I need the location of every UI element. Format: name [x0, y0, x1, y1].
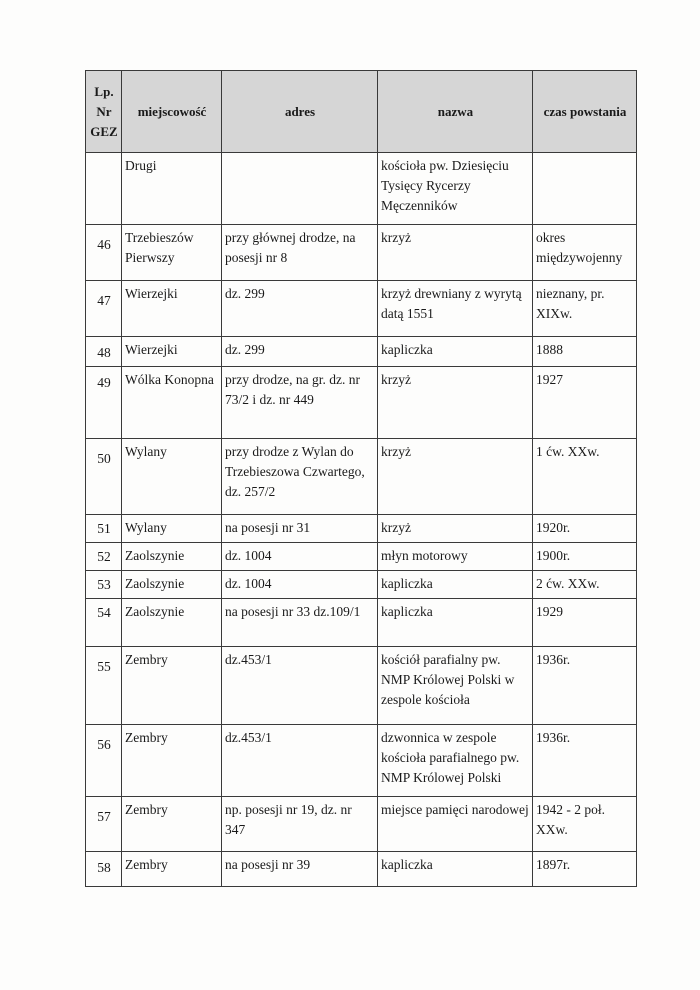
- cell-adres: przy drodze z Wylan do Trzebieszowa Czwartego, dz. 257/2: [222, 439, 378, 515]
- cell-nazwa: kapliczka: [378, 337, 533, 367]
- cell-adres: na posesji nr 31: [222, 515, 378, 543]
- cell-miejscowosc: Zembry: [122, 797, 222, 852]
- cell-adres: na posesji nr 39: [222, 852, 378, 887]
- cell-miejscowosc: Zembry: [122, 725, 222, 797]
- cell-lp: 57: [86, 797, 122, 852]
- cell-adres: dz. 299: [222, 281, 378, 337]
- cell-lp: 56: [86, 725, 122, 797]
- cell-miejscowosc: Zaolszynie: [122, 571, 222, 599]
- table-row: [86, 515, 637, 543]
- cell-nazwa: krzyż: [378, 225, 533, 281]
- table-row: [86, 647, 637, 725]
- cell-czas: 1927: [533, 367, 637, 439]
- header-adres: adres: [222, 71, 378, 153]
- cell-czas: 1936r.: [533, 647, 637, 725]
- cell-adres: dz. 1004: [222, 571, 378, 599]
- cell-nazwa: kapliczka: [378, 571, 533, 599]
- cell-lp: 46: [86, 225, 122, 281]
- cell-nazwa: kapliczka: [378, 852, 533, 887]
- header-lp-line: Lp.: [94, 83, 114, 99]
- cell-czas: [533, 153, 637, 225]
- table-row: [86, 725, 637, 797]
- cell-lp: 48: [86, 337, 122, 367]
- table-row: [86, 797, 637, 852]
- cell-miejscowosc: Wólka Konopna: [122, 367, 222, 439]
- cell-nazwa: dzwonnica w zespole kościoła parafialnego pw. NMP Królowej Polski: [378, 725, 533, 797]
- table-row: [86, 599, 637, 647]
- cell-czas: 1897r.: [533, 852, 637, 887]
- table-row: [86, 571, 637, 599]
- cell-lp: 53: [86, 571, 122, 599]
- table-row: [86, 439, 637, 515]
- header-lp: [86, 71, 122, 153]
- cell-czas: okres międzywojenny: [533, 225, 637, 281]
- cell-lp: 58: [86, 852, 122, 887]
- cell-czas: 1888: [533, 337, 637, 367]
- cell-nazwa: kościół parafialny pw. NMP Królowej Polski w zespole kościoła: [378, 647, 533, 725]
- cell-nazwa: młyn motorowy: [378, 543, 533, 571]
- cell-czas: 1929: [533, 599, 637, 647]
- cell-lp: 51: [86, 515, 122, 543]
- cell-nazwa: krzyż: [378, 515, 533, 543]
- cell-miejscowosc: Zembry: [122, 647, 222, 725]
- cell-adres: przy głównej drodze, na posesji nr 8: [222, 225, 378, 281]
- cell-adres: dz. 299: [222, 337, 378, 367]
- cell-adres: [222, 153, 378, 225]
- cell-miejscowosc: Zembry: [122, 852, 222, 887]
- header-lp-line: Nr: [96, 103, 112, 119]
- cell-miejscowosc: Trzebieszów Pierwszy: [122, 225, 222, 281]
- cell-czas: 1942 - 2 poł. XXw.: [533, 797, 637, 852]
- header-nazwa: nazwa: [378, 71, 533, 153]
- cell-lp: 50: [86, 439, 122, 515]
- cell-nazwa: krzyż: [378, 439, 533, 515]
- cell-adres: przy drodze, na gr. dz. nr 73/2 i dz. nr 449: [222, 367, 378, 439]
- cell-czas: 2 ćw. XXw.: [533, 571, 637, 599]
- table-row: [86, 153, 637, 225]
- cell-miejscowosc: Wierzejki: [122, 281, 222, 337]
- cell-adres: dz.453/1: [222, 647, 378, 725]
- table-row: [86, 225, 637, 281]
- cell-miejscowosc: Drugi: [122, 153, 222, 225]
- header-lp-line: GEZ: [90, 123, 118, 139]
- cell-miejscowosc: Wylany: [122, 439, 222, 515]
- cell-lp: 49: [86, 367, 122, 439]
- cell-adres: dz.453/1: [222, 725, 378, 797]
- header-miejscowosc: miejscowość: [122, 71, 222, 153]
- cell-lp: 54: [86, 599, 122, 647]
- cell-nazwa: kapliczka: [378, 599, 533, 647]
- table-row: [86, 367, 637, 439]
- table-row: [86, 337, 637, 367]
- cell-miejscowosc: Wylany: [122, 515, 222, 543]
- cell-adres: dz. 1004: [222, 543, 378, 571]
- cell-miejscowosc: Zaolszynie: [122, 599, 222, 647]
- cell-lp: 52: [86, 543, 122, 571]
- cell-czas: nieznany, pr. XIXw.: [533, 281, 637, 337]
- table-row: [86, 543, 637, 571]
- cell-czas: 1936r.: [533, 725, 637, 797]
- cell-nazwa: krzyż: [378, 367, 533, 439]
- cell-miejscowosc: Wierzejki: [122, 337, 222, 367]
- monuments-table: [85, 70, 637, 887]
- cell-lp: 47: [86, 281, 122, 337]
- cell-miejscowosc: Zaolszynie: [122, 543, 222, 571]
- cell-lp: [86, 153, 122, 225]
- cell-nazwa: kościoła pw. Dziesięciu Tysięcy Rycerzy Męczenników: [378, 153, 533, 225]
- table-header-row: [86, 71, 637, 153]
- cell-nazwa: krzyż drewniany z wyrytą datą 1551: [378, 281, 533, 337]
- table-row: [86, 281, 637, 337]
- cell-lp: 55: [86, 647, 122, 725]
- cell-czas: 1 ćw. XXw.: [533, 439, 637, 515]
- table-row: [86, 852, 637, 887]
- cell-czas: 1900r.: [533, 543, 637, 571]
- cell-adres: na posesji nr 33 dz.109/1: [222, 599, 378, 647]
- cell-nazwa: miejsce pamięci narodowej: [378, 797, 533, 852]
- cell-czas: 1920r.: [533, 515, 637, 543]
- cell-adres: np. posesji nr 19, dz. nr 347: [222, 797, 378, 852]
- header-czas-powstania: czas powstania: [533, 71, 637, 153]
